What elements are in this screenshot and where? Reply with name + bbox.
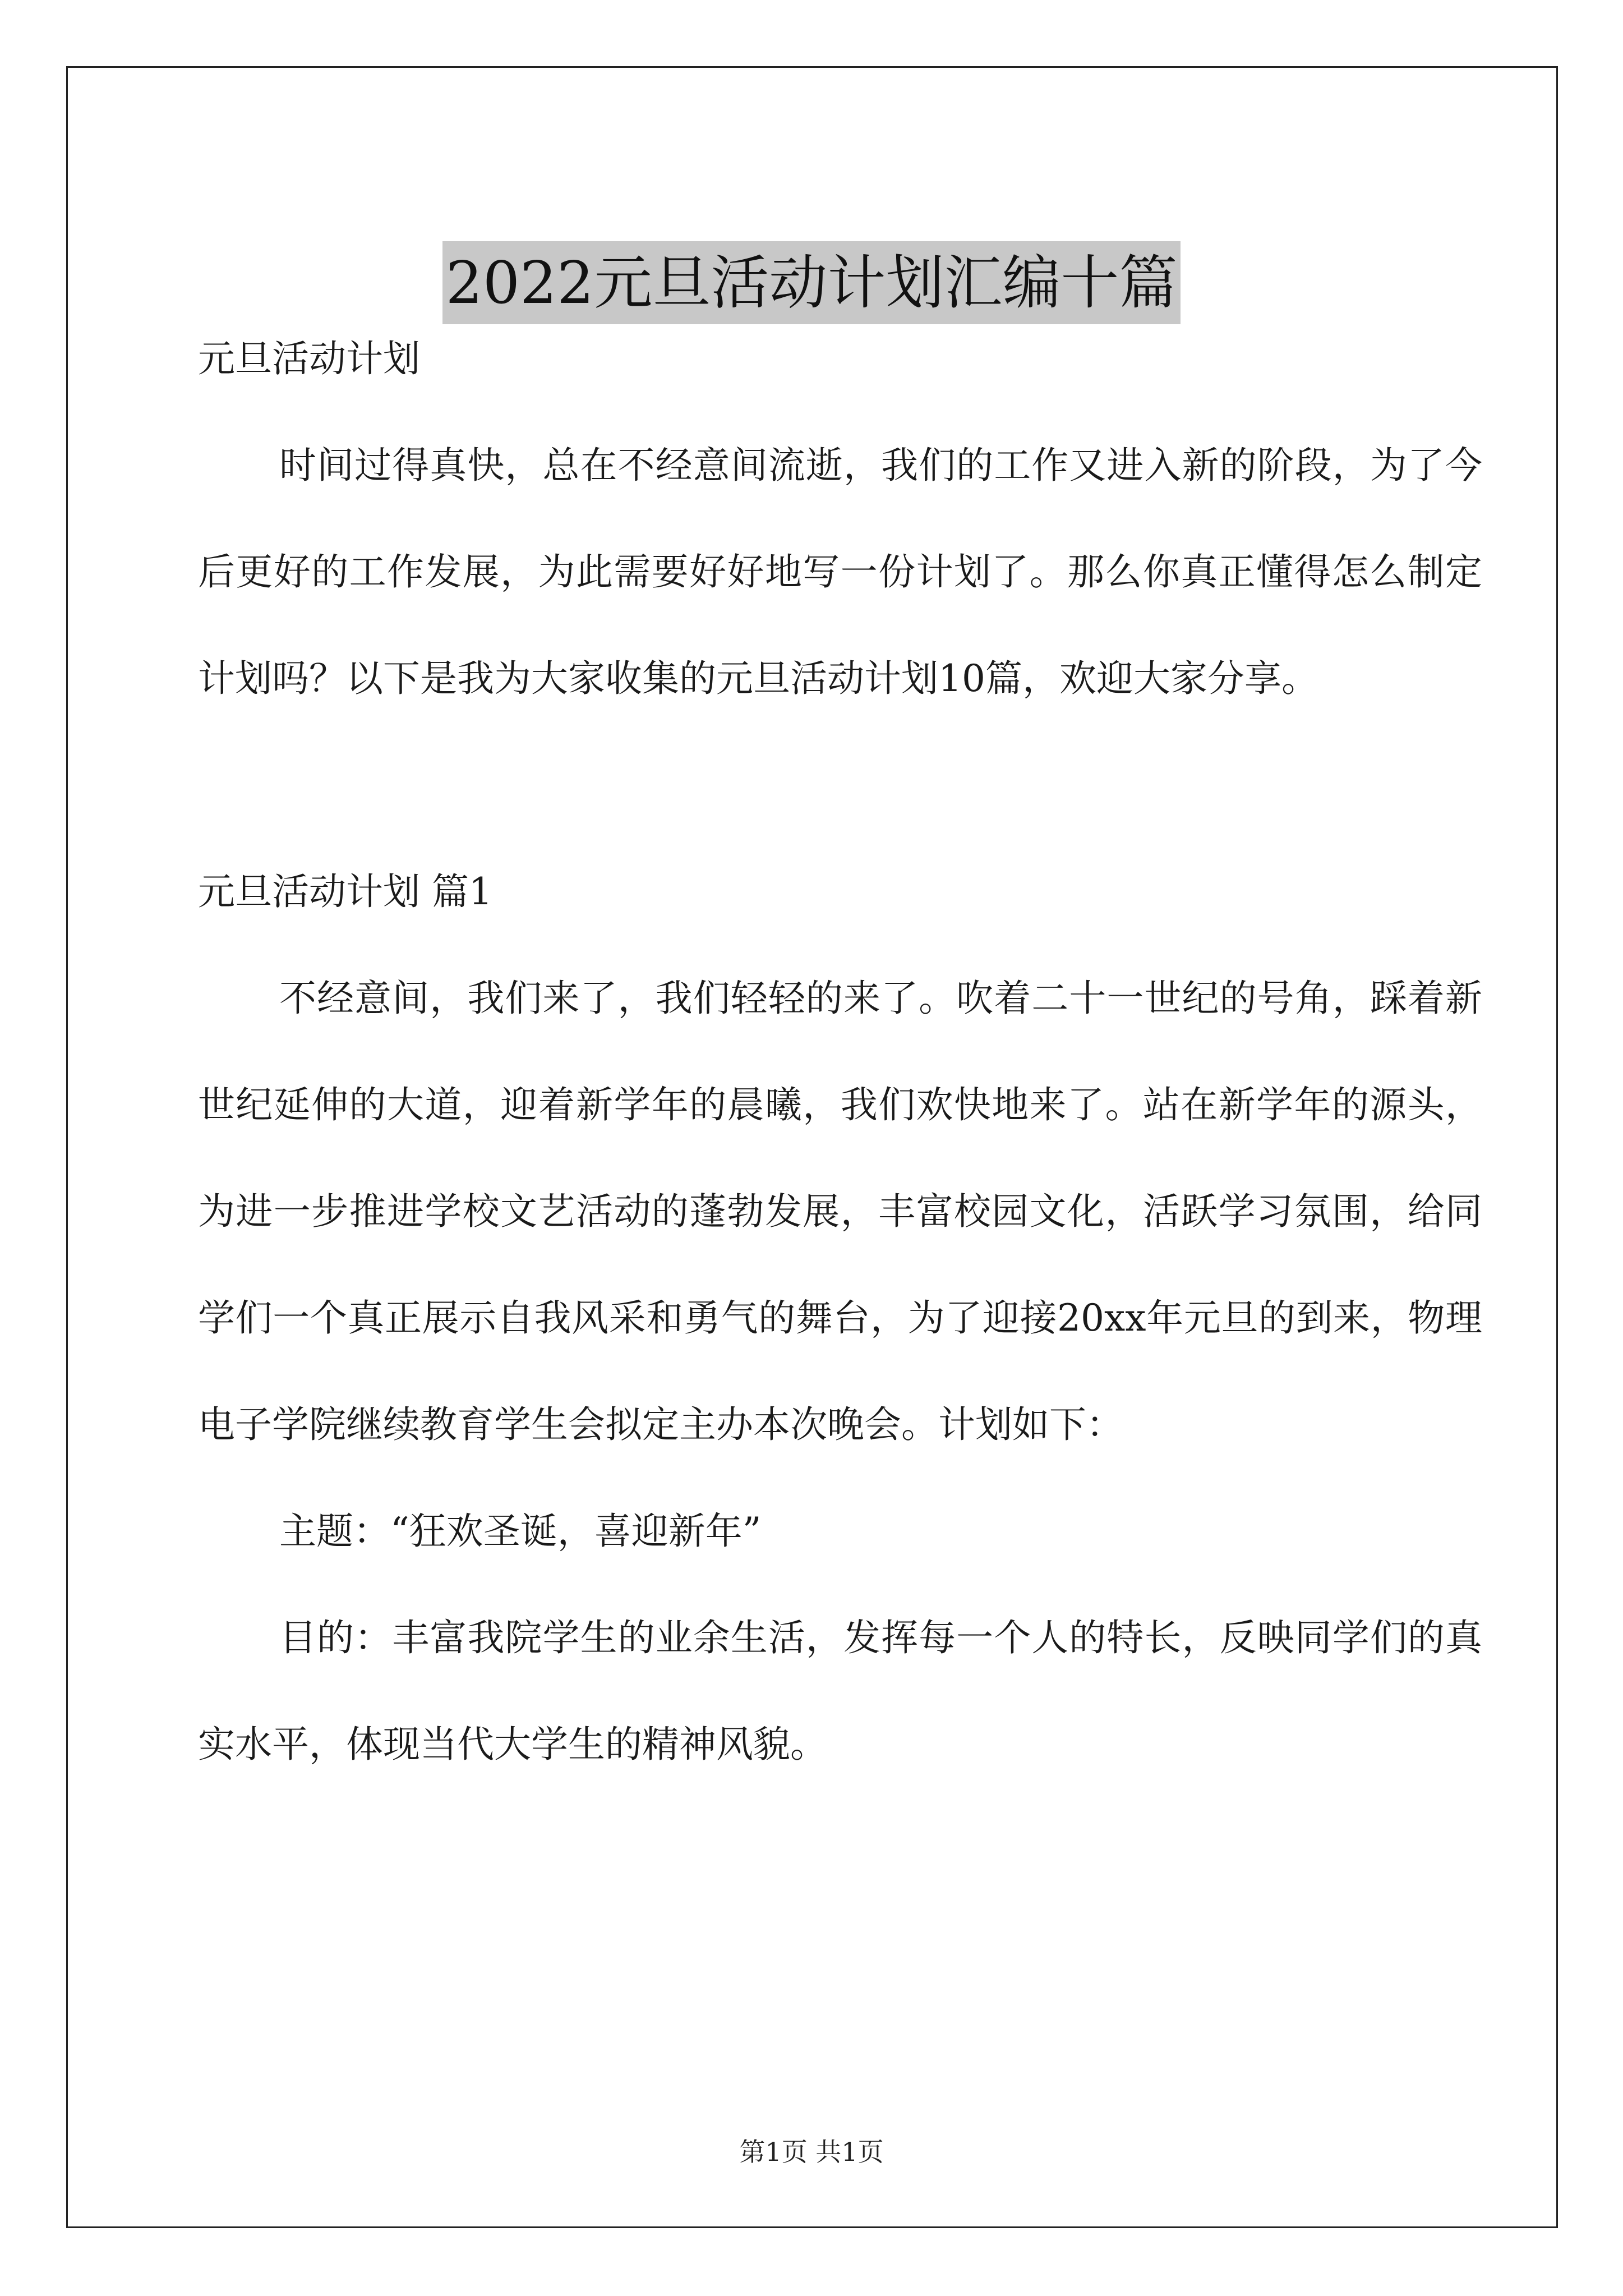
section-spacer <box>198 732 1482 839</box>
document-body <box>198 306 1482 1798</box>
intro-paragraph: 时间过得真快，总在不经意间流逝，我们的工作又进入新的阶段，为了今后更好的工作发展，为此需要好好地写一份计划了。那么你真正懂得怎么制定计划吗？以下是我为大家收集的元旦活动计划10篇，欢迎大家分享。 <box>198 444 1482 700</box>
section-heading: 元旦活动计划 <box>198 337 420 380</box>
body-paragraph: 不经意间，我们来了，我们轻轻的来了。吹着二十一世纪的号角，踩着新世纪延伸的大道，迎着新学年的晨曦，我们欢快地来了。站在新学年的源头，为进一步推进学校文艺活动的蓬勃发展，丰富校园文化，活跃学习氛围，给同学们一个真正展示自我风采和勇气的舞台，为了迎接20xx年元旦的到来，物理电子学院继续教育学生会拟定主办本次晚会。计划如下： <box>198 977 1482 1446</box>
section-heading: 元旦活动计划 篇1 <box>198 870 492 913</box>
page-footer: 第1页 共1页 <box>739 2137 884 2167</box>
theme-paragraph: 主题：“狂欢圣诞，喜迎新年” <box>279 1510 762 1553</box>
document-title: 2022元旦活动计划汇编十篇 <box>442 241 1181 324</box>
purpose-paragraph: 目的：丰富我院学生的业余生活，发挥每一个人的特长，反映同学们的真实水平，体现当代大学生的精神风貌。 <box>198 1616 1482 1766</box>
